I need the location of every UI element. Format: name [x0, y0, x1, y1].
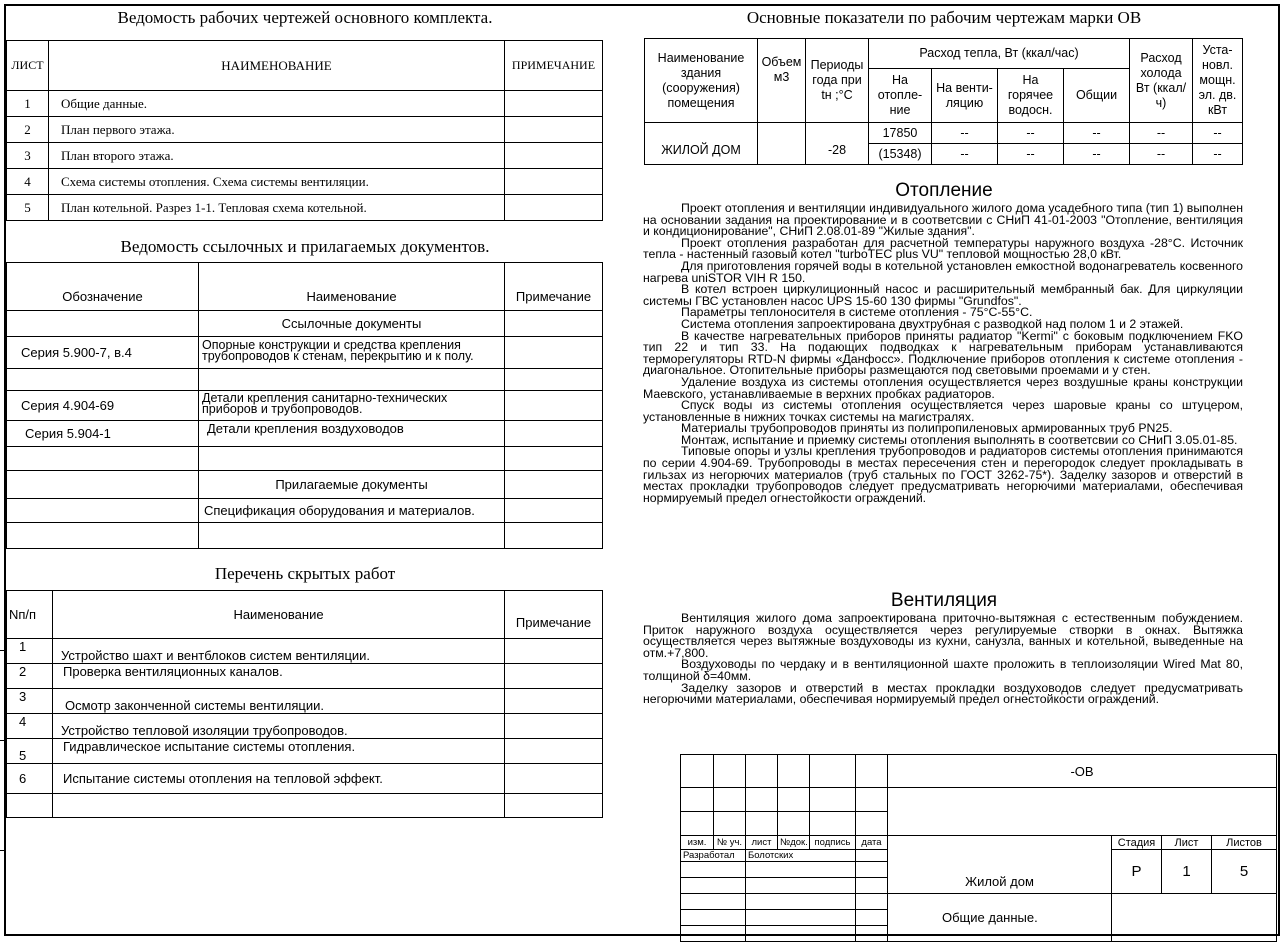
- hidden-n: 4: [7, 714, 53, 739]
- hidden-header-note: Примечание: [505, 591, 603, 639]
- stamp-col: изм.: [681, 836, 714, 850]
- refs-section-referenced: Ссылочные документы: [199, 311, 505, 337]
- heating-paragraph: В качестве нагревательных приборов приняты радиатор "Kermi" с боковым подключением FKO тип 22 и тип 33. На подающих подводках к нагревательным приборам устанавливаются терморегуляторы RTD-N фирмы «Данфосс». Подключение приборов отопления к системе отопления - диагональное. Отопительные приборы размещаются под световыми проемами и у стен.: [643, 328, 1243, 378]
- ind-h-total: Общии: [1064, 69, 1130, 123]
- sheet-name: План первого этажа.: [49, 117, 505, 143]
- ind-row-name: ЖИЛОЙ ДОМ: [645, 123, 758, 165]
- ind-dash: --: [932, 123, 998, 144]
- sheet-name: Схема системы отопления. Схема системы вентиляции.: [49, 169, 505, 195]
- stamp-col: подпись: [810, 836, 856, 850]
- refs-section-attached: Прилагаемые документы: [199, 471, 505, 499]
- ref-name: Детали крепления воздуховодов: [199, 421, 505, 447]
- ventilation-heading: Вентиляция: [890, 590, 998, 611]
- ind-dash: --: [932, 144, 998, 165]
- ind-h-cold: Расход холода Вт (ккал/ч): [1130, 39, 1193, 123]
- heating-paragraph: Монтаж, испытание и приемку системы отопления выполнять в соответсвии со СНиП 3.05.01-85.: [681, 432, 1238, 447]
- hidden-name: Испытание системы отопления на тепловой эффект.: [53, 764, 505, 794]
- refs-title: Ведомость ссылочных и прилагаемых документов.: [120, 237, 490, 256]
- ind-h-heating: На отопле-ние: [869, 69, 932, 123]
- heating-paragraph: В котел встроен циркулиционный насос и расширительный мембранный бак. Для циркуляции системы ГВС установлен насос UPS 15-60 130 фирмы "Grundfos".: [643, 282, 1243, 308]
- stamp-sheets: 5: [1212, 850, 1277, 894]
- sheet-number: 3: [7, 143, 49, 169]
- table-row: [7, 639, 603, 664]
- title-block: [680, 754, 1277, 942]
- hidden-name: Устройство тепловой изоляции трубопроводов.: [53, 714, 505, 739]
- heating-paragraph: Удаление воздуха из системы отопления осуществляется через воздушные краны конструкции Маевского, устанавливаемые в верхних пробках радиаторов.: [643, 374, 1243, 401]
- hidden-n: 5: [7, 739, 53, 764]
- heating-paragraph: Проект отопления разработан для расчетной температуры наружного воздуха -28°С. Источник тепла - настенный газовый котел "turboTEC plus VU" тепловой мощностью 28,0 кВт.: [643, 235, 1243, 262]
- heating-paragraph: Типовые опоры и узлы крепления трубопроводов и радиаторов системы отопления принимаются по серии 4.904-69. Трубопроводы в местах пересечения стен и перегородок следует прокладывать в гильзах из негорючих материалов (труб стальных по ГОСТ 3262-75*). Заделку зазоров и отверстий в местах прокладки трубопроводов следует предусматривать негорючими материалами, обеспечивая нормируемый предел огнестойкости ограждений.: [643, 444, 1243, 505]
- ref-name: Опорные конструкции и средства крепления трубопроводов к стенам, перекрытию и к полу.: [199, 337, 505, 369]
- sheets-title: Ведомость рабочих чертежей основного комплекта.: [117, 8, 493, 27]
- indicators-table: [644, 38, 1243, 165]
- stamp-col: лист: [746, 836, 778, 850]
- stamp-developed: Разработал: [681, 850, 746, 862]
- ind-row-temp: -28: [806, 123, 869, 165]
- frame-tick: [0, 850, 4, 851]
- hidden-header-name: Наименование: [53, 591, 505, 639]
- ind-h-volume: Объем м3: [758, 39, 806, 123]
- sheet-name: План котельной. Разрез 1-1. Тепловая схема котельной.: [49, 195, 505, 221]
- sheets-header-n: ЛИСТ: [7, 41, 49, 91]
- ref-code: Серия 4.904-69: [7, 391, 199, 421]
- heating-paragraph: Проект отопления и вентиляции индивидуального жилого дома усадебного типа (тип 1) выполнен на основании задания на проектирование и в соответсвии с СНиП 41-01-2003 "Отопление, вентиляция и кондиционирование", СНиП 2.08.01-89 "Жилые здания".: [643, 201, 1243, 239]
- refs-header-code: Обозначение: [7, 263, 199, 311]
- ind-h-vent: На венти-ляцию: [932, 69, 998, 123]
- refs-header-name: Наименование: [199, 263, 505, 311]
- ventilation-text: [643, 613, 1243, 706]
- heating-paragraph: Материалы трубопроводов приняты из полипропиленовых армированных труб PN25.: [681, 421, 1173, 436]
- sheets-header-name: НАИМЕНОВАНИЕ: [49, 41, 505, 91]
- hidden-name: Гидравлическое испытание системы отопления.: [53, 739, 505, 764]
- table-row: [7, 421, 603, 447]
- indicators-title: Основные показатели по рабочим чертежам марки ОВ: [746, 8, 1142, 27]
- attached-doc: Спецификация оборудования и материалов.: [199, 499, 505, 523]
- heating-paragraph: Спуск воды из системы отопления осуществляется через шаровые краны со штуцером, установленные в нижних точках системы на магистралях.: [643, 398, 1243, 424]
- table-row: [7, 689, 603, 714]
- stamp-code: -ОВ: [888, 755, 1277, 788]
- sheet-note: [505, 143, 603, 169]
- ind-heat-kcal: (15348): [869, 144, 932, 165]
- hidden-n: 6: [7, 764, 53, 794]
- sheet-number: 4: [7, 169, 49, 195]
- hidden-n: 2: [7, 664, 53, 689]
- table-row: [7, 143, 603, 169]
- vent-paragraph: Воздуховоды по чердаку и в вентиляционной шахте проложить в теплоизоляции Wired Mat 80, толщиной δ=40мм.: [643, 657, 1243, 683]
- vent-paragraph: Заделку зазоров и отверстий в местах прокладки воздуховодов следует предусматривать негорючими материалами, обеспечивая нормируемый предел огнестойкости ограждений.: [643, 680, 1243, 707]
- ind-dash: --: [1130, 144, 1193, 165]
- ref-name: Детали крепления санитарно-технических приборов и трубопроводов.: [199, 391, 505, 421]
- hidden-n: 3: [7, 689, 53, 714]
- refs-header-note: Примечание: [505, 263, 603, 311]
- stamp-sheet-h: Лист: [1162, 836, 1212, 850]
- table-row: [7, 91, 603, 117]
- ind-dash: --: [1064, 123, 1130, 144]
- sheet-number: 2: [7, 117, 49, 143]
- table-row: [7, 195, 603, 221]
- heating-paragraph: Параметры теплоносителя в системе отопления - 75°С-55°С.: [681, 305, 1033, 320]
- stamp-object: Жилой дом: [888, 836, 1112, 894]
- ind-dash: --: [998, 144, 1064, 165]
- hidden-works-title: Перечень скрытых работ: [214, 564, 396, 583]
- sheet-note: [505, 169, 603, 195]
- table-row: [7, 169, 603, 195]
- ind-dash: --: [1193, 144, 1243, 165]
- ind-heat-w: 17850: [869, 123, 932, 144]
- sheets-table: [6, 40, 603, 221]
- sheet-number: 1: [7, 91, 49, 117]
- sheet-note: [505, 91, 603, 117]
- ref-code: Серия 5.900-7, в.4: [7, 337, 199, 369]
- ind-dash: --: [998, 123, 1064, 144]
- stamp-col: дата: [856, 836, 888, 850]
- heating-paragraph: Для приготовления горячей воды в котельной установлен емкостной водонагреватель косвенного нагрева uniSTOR VIH R 150.: [643, 258, 1243, 285]
- hidden-name: Устройство шахт и вентблоков систем вентиляции.: [53, 639, 505, 664]
- stamp-stage-h: Стадия: [1112, 836, 1162, 850]
- heating-text: [643, 203, 1243, 504]
- sheet-name: План второго этажа.: [49, 143, 505, 169]
- sheet-note: [505, 195, 603, 221]
- ind-dash: --: [1130, 123, 1193, 144]
- stamp-developer: Болотских: [746, 850, 856, 862]
- stamp-stage: Р: [1112, 850, 1162, 894]
- vent-paragraph: Вентиляция жилого дома запроектирована приточно-вытяжная с естественным побуждением. Приток наружного воздуха осуществляется через регулируемые створки в окнах. Вытяжка осуществляется через вытяжные воздуховоды из кухни, санузла, ванных и котельной, выведенные на отм.+7,800.: [643, 611, 1243, 660]
- ind-h-power: Уста-новл. мощн. эл. дв. кВт: [1193, 39, 1243, 123]
- table-row: [7, 337, 603, 369]
- frame-tick: [0, 650, 4, 651]
- hidden-name: Осмотр законченной системы вентиляции.: [53, 689, 505, 714]
- table-row: [7, 739, 603, 764]
- sheet-number: 5: [7, 195, 49, 221]
- sheets-header-note: ПРИМЕЧАНИЕ: [505, 41, 603, 91]
- hidden-header-n: Nп/п: [7, 591, 53, 639]
- heating-heading: Отопление: [895, 180, 993, 201]
- ind-h-name: Наименование здания (сооружения) помещения: [645, 39, 758, 123]
- table-row: [7, 764, 603, 794]
- heating-paragraph: Система отопления запроектирована двухтрубная с разводкой над полом 1 и 2 этажей.: [681, 316, 1184, 331]
- stamp-sheet-name: Общие данные.: [888, 894, 1112, 942]
- refs-table: [6, 262, 603, 549]
- hidden-name: Проверка вентиляционных каналов.: [53, 664, 505, 689]
- stamp-sheets-h: Листов: [1212, 836, 1277, 850]
- stamp-col: №док.: [778, 836, 810, 850]
- hidden-n: 1: [7, 639, 53, 664]
- ind-dash: --: [1064, 144, 1130, 165]
- ind-h-hot: На горячее водосн.: [998, 69, 1064, 123]
- hidden-works-table: [6, 590, 603, 818]
- table-row: [7, 664, 603, 689]
- table-row: [7, 714, 603, 739]
- frame-tick: [0, 740, 4, 741]
- sheet-name: Общие данные.: [49, 91, 505, 117]
- sheet-note: [505, 117, 603, 143]
- ref-code: Серия 5.904-1: [7, 421, 199, 447]
- table-row: [7, 117, 603, 143]
- ind-h-periods: Периоды года при tн ;°С: [806, 39, 869, 123]
- ind-h-heat: Расход тепла, Вт (ккал/час): [869, 39, 1130, 69]
- ind-dash: --: [1193, 123, 1243, 144]
- stamp-sheet: 1: [1162, 850, 1212, 894]
- stamp-col: № уч.: [714, 836, 746, 850]
- table-row: [7, 391, 603, 421]
